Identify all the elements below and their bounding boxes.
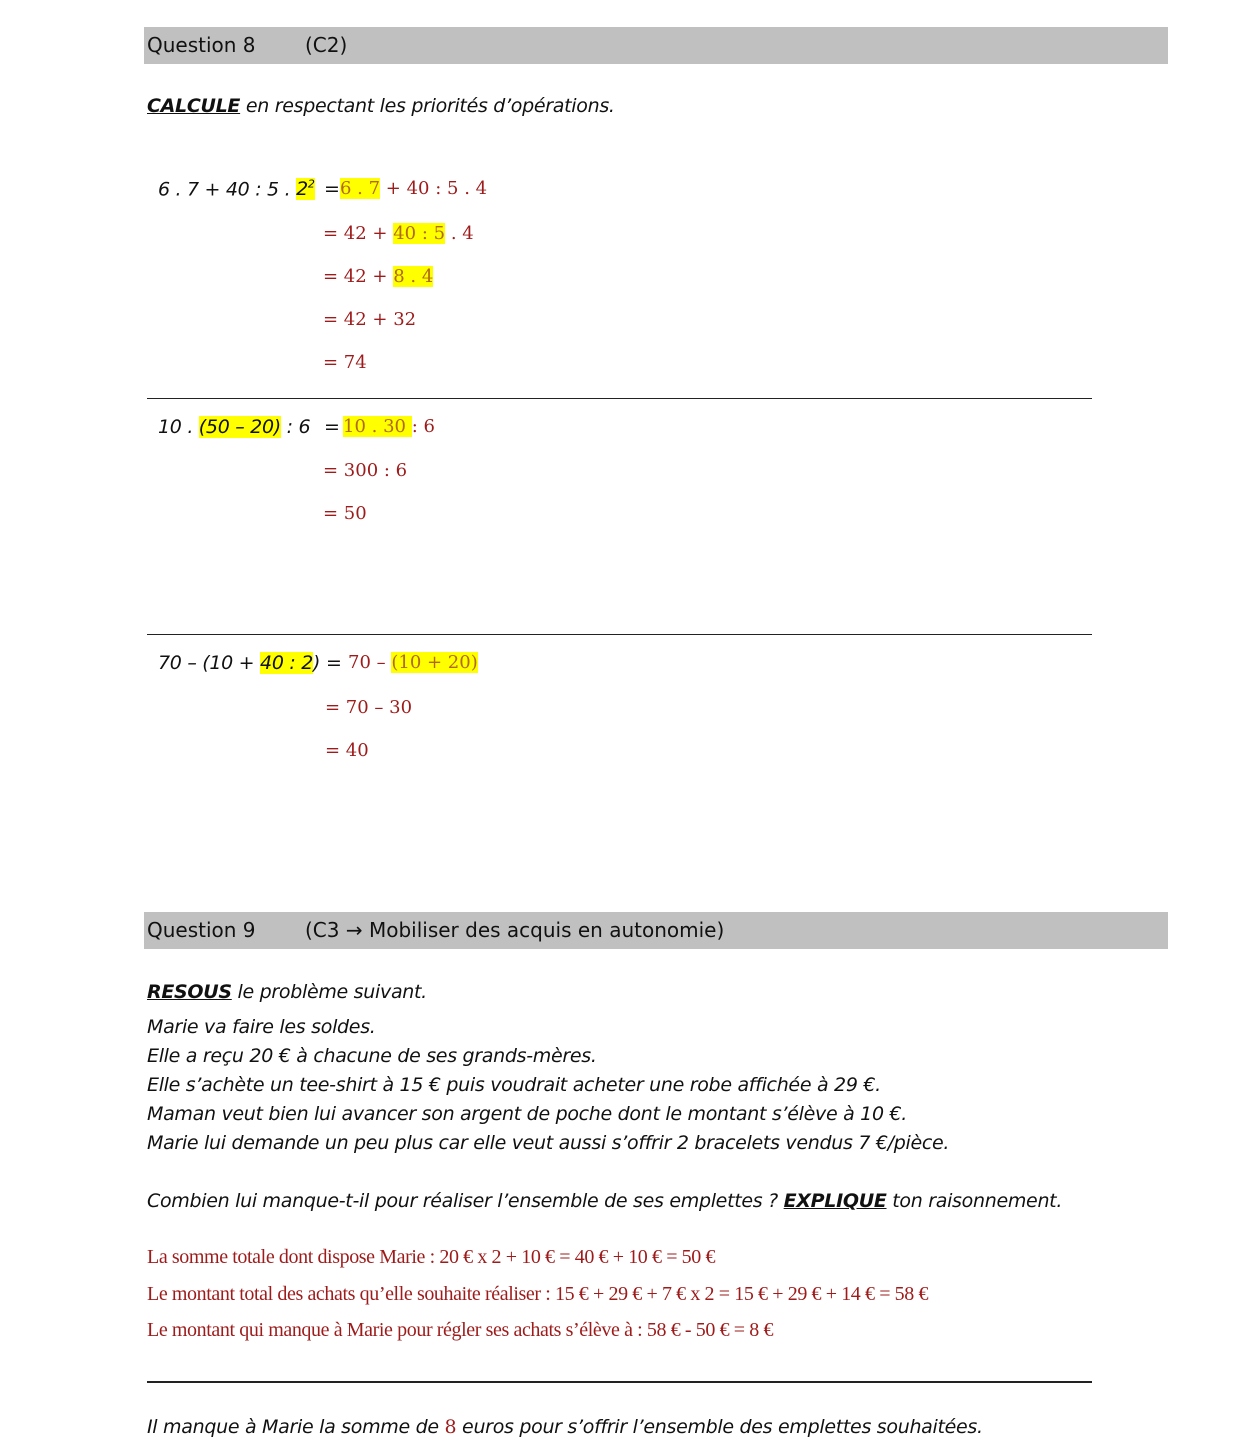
math-segment: = 42 + <box>323 223 394 244</box>
math-segment: : 6 <box>411 416 435 437</box>
equals-sign: = <box>324 178 340 200</box>
math-segment: 10 . <box>158 416 199 438</box>
highlighted-term: 40 : 2 <box>260 652 313 674</box>
math-segment: = 40 <box>325 740 369 761</box>
question-8-header <box>144 27 1168 64</box>
math-segment: + 40 : 5 . 4 <box>380 178 488 199</box>
instruction-keyword: RESOUS <box>147 981 232 1003</box>
conclusion-text: Il manque à Marie la somme de <box>147 1416 445 1438</box>
instruction-text: le problème suivant. <box>231 981 427 1003</box>
highlighted-term: (10 + 20) <box>391 652 478 673</box>
math-segment: = 70 – 30 <box>325 697 413 718</box>
exercise-2-step <box>323 460 407 481</box>
math-segment: 70 – <box>348 652 392 673</box>
math-segment: = 42 + <box>323 266 394 287</box>
math-segment: : 6 <box>280 416 311 438</box>
math-segment: = 74 <box>323 352 367 373</box>
highlighted-term: $2^2$ <box>296 178 315 201</box>
exercise-1-step <box>340 178 487 199</box>
exercise-2-step <box>323 503 367 524</box>
exercise-1-step <box>323 309 416 330</box>
exercise-1-step <box>323 266 433 287</box>
competence-label: (C2) <box>305 33 348 57</box>
conclusion-value: 8 <box>444 1416 457 1438</box>
exercise-1-step <box>323 223 474 244</box>
highlighted-term: 40 : 5 <box>393 223 446 244</box>
question-title: Question 8 <box>147 33 256 57</box>
problem-line: Maman veut bien lui avancer son argent de poche dont le montant s’élève à 10 €. <box>147 1103 907 1125</box>
conclusion <box>147 1416 983 1438</box>
question-keyword: EXPLIQUE <box>783 1190 887 1212</box>
problem-line: Marie va faire les soldes. <box>147 1016 376 1038</box>
exercise-3-step <box>325 697 412 718</box>
exercise-2-expression <box>158 416 310 438</box>
equals-sign: = <box>324 416 340 438</box>
conclusion-text: euros pour s’offrir l’ensemble des emplettes souhaitées. <box>456 1416 983 1438</box>
instruction-keyword: CALCULE <box>147 95 241 117</box>
math-segment: = 300 : 6 <box>323 460 408 481</box>
math-segment: = 42 + 32 <box>323 309 417 330</box>
exercise-3-expression <box>158 652 320 674</box>
question-title: Question 9 <box>147 918 256 942</box>
problem-question <box>147 1190 1062 1212</box>
problem-line: Marie lui demande un peu plus car elle veut aussi s’offrir 2 bracelets vendus 7 €/pièce. <box>147 1132 950 1154</box>
math-segment: = 50 <box>323 503 367 524</box>
question-text: Combien lui manque-t-il pour réaliser l’ensemble de ses emplettes ? <box>147 1190 784 1212</box>
equals-sign: = <box>326 652 342 674</box>
answer-line: Le montant total des achats qu’elle souhaite réaliser : 15 € + 29 € + 7 € x 2 = 15 € + 29 € + 14 € = 58 € <box>147 1283 929 1305</box>
answer-line-rule <box>147 1381 1092 1383</box>
problem-line: Elle a reçu 20 € à chacune de ses grands-mères. <box>147 1045 597 1067</box>
question-9-header <box>144 912 1168 949</box>
exercise-3-step <box>325 740 369 761</box>
competence-label: (C3 → Mobiliser des acquis en autonomie) <box>305 918 725 942</box>
answer-line: La somme totale dont dispose Marie : 20 € x 2 + 10 € = 40 € + 10 € = 50 € <box>147 1246 716 1268</box>
exercise-2-step <box>343 416 435 437</box>
highlighted-term: (50 – 20) <box>198 416 281 438</box>
math-segment: ) <box>313 652 321 674</box>
exercise-1-step <box>323 352 367 373</box>
divider <box>147 634 1092 635</box>
highlighted-term: 6 . 7 <box>340 178 381 199</box>
problem-line: Elle s’achète un tee-shirt à 15 € puis voudrait acheter une robe affichée à 29 €. <box>147 1074 881 1096</box>
instruction <box>147 981 427 1003</box>
answer-line: Le montant qui manque à Marie pour régler ses achats s’élève à : 58 € - 50 € = 8 € <box>147 1319 774 1341</box>
exponent: 2 <box>307 178 315 191</box>
highlighted-term: 8 . 4 <box>393 266 434 287</box>
exercise-1-expression <box>158 178 315 200</box>
instruction <box>147 95 615 117</box>
instruction-text: en respectant les priorités d’opérations. <box>240 95 615 117</box>
math-segment: 6 . 7 + 40 : 5 . <box>158 178 297 201</box>
question-text: ton raisonnement. <box>886 1190 1063 1212</box>
exercise-3-step <box>348 652 478 673</box>
highlighted-term: 10 . 30 <box>343 416 412 437</box>
math-segment: 70 – (10 + <box>158 652 261 674</box>
divider <box>147 398 1092 399</box>
math-segment: . 4 <box>445 223 474 244</box>
